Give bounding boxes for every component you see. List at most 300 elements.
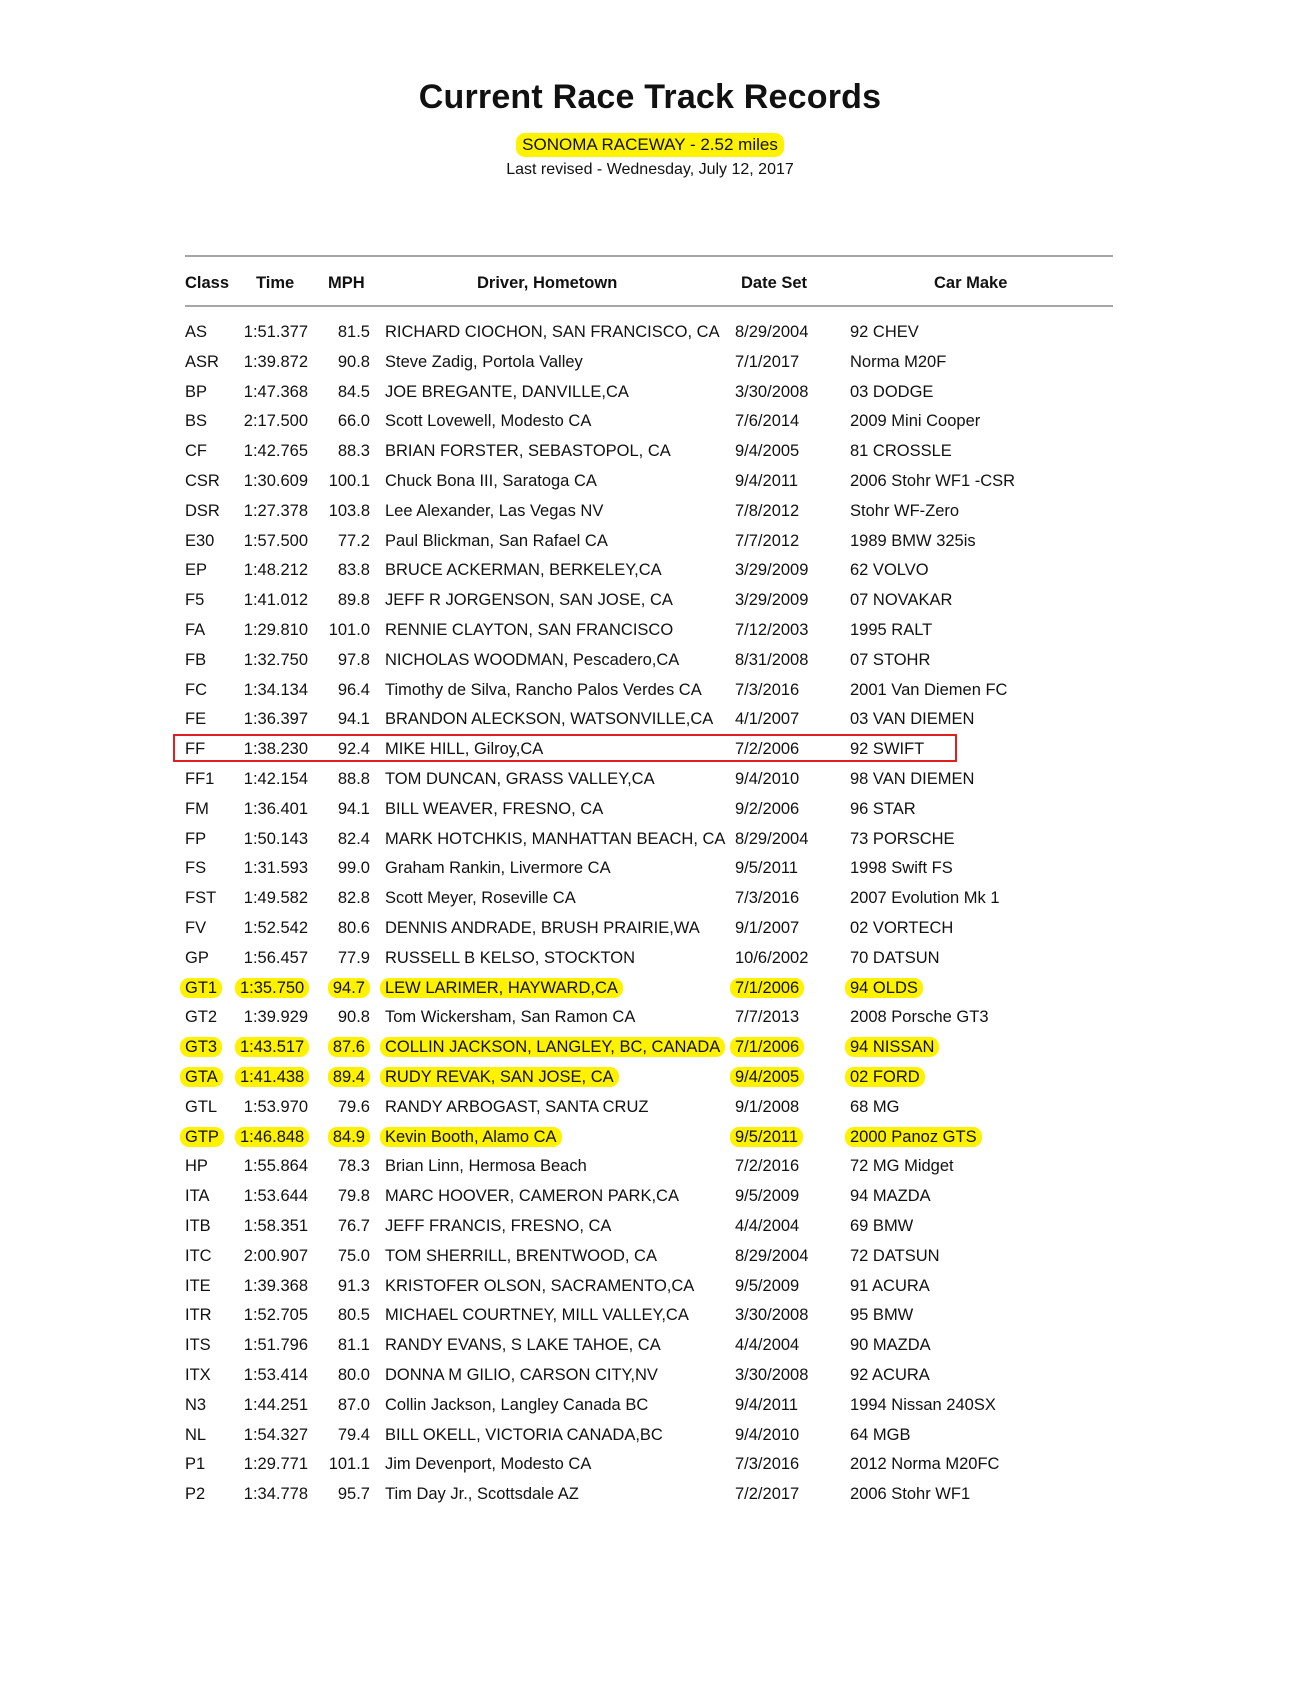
- cell-class-text: ITA: [185, 1187, 210, 1205]
- cell-time: [240, 1304, 308, 1326]
- cell-class-text: BS: [185, 412, 208, 430]
- cell-time: [240, 857, 308, 879]
- cell-date-text: 8/29/2004: [735, 830, 809, 848]
- cell-mph-text: 80.6: [337, 919, 370, 937]
- cell-driver-text: DONNA M GILIO, CARSON CITY,NV: [385, 1366, 658, 1384]
- cell-driver-text: BILL WEAVER, FRESNO, CA: [385, 800, 604, 818]
- cell-time: [240, 1394, 308, 1416]
- cell-class: [185, 1394, 206, 1416]
- cell-class: [185, 1215, 211, 1237]
- cell-class: [185, 559, 207, 581]
- cell-driver-text: BRUCE ACKERMAN, BERKELEY,CA: [385, 561, 662, 579]
- cell-date: [735, 828, 808, 850]
- cell-class: [185, 530, 214, 552]
- cell-car: [850, 1006, 989, 1028]
- cell-class: [185, 649, 206, 671]
- cell-mph-text: 101.0: [328, 621, 370, 639]
- cell-date-text: 7/8/2012: [735, 502, 800, 520]
- cell-class: [185, 1334, 211, 1356]
- cell-class-text: ASR: [185, 353, 219, 371]
- cell-mph: [315, 1424, 370, 1446]
- cell-driver: [385, 321, 720, 343]
- header-time: Time: [256, 274, 295, 292]
- cell-car-text: 1989 BMW 325is: [850, 532, 976, 550]
- cell-mph: [315, 857, 370, 879]
- cell-driver-text: Collin Jackson, Langley Canada BC: [385, 1396, 649, 1414]
- cell-class-text: AS: [185, 323, 208, 341]
- cell-driver-text: RICHARD CIOCHON, SAN FRANCISCO, CA: [385, 323, 720, 341]
- cell-car-text: 70 DATSUN: [850, 949, 940, 967]
- cell-car-text: 62 VOLVO: [850, 561, 929, 579]
- cell-time-text: 1:49.582: [243, 889, 308, 907]
- cell-driver: [385, 828, 725, 850]
- cell-mph-text: 103.8: [328, 502, 370, 520]
- cell-driver: [385, 1334, 661, 1356]
- cell-time: [240, 679, 308, 701]
- cell-driver-text: MICHAEL COURTNEY, MILL VALLEY,CA: [385, 1306, 689, 1324]
- cell-date-text: 7/7/2013: [735, 1008, 800, 1026]
- cell-date-text: 9/4/2010: [735, 1426, 800, 1444]
- cell-date: [735, 977, 804, 999]
- cell-time: [240, 1334, 308, 1356]
- cell-mph-text: 81.5: [337, 323, 370, 341]
- cell-driver: [385, 619, 673, 641]
- cell-driver: [385, 917, 700, 939]
- cell-time-text: 1:47.368: [243, 383, 308, 401]
- cell-car-text: 94 NISSAN: [845, 1037, 939, 1057]
- cell-driver: [385, 589, 673, 611]
- cell-date: [735, 530, 799, 552]
- header-class: Class: [185, 274, 230, 292]
- cell-car: [850, 619, 932, 641]
- cell-class: [185, 381, 207, 403]
- cell-time-text: 1:34.134: [243, 681, 308, 699]
- cell-class: [185, 1126, 224, 1148]
- cell-time: [240, 440, 308, 462]
- cell-driver: [385, 1364, 658, 1386]
- cell-date: [735, 1424, 799, 1446]
- cell-class-text: NL: [185, 1426, 207, 1444]
- cell-date: [735, 1275, 799, 1297]
- cell-time-text: 1:48.212: [243, 561, 308, 579]
- cell-time-text: 1:54.327: [243, 1426, 308, 1444]
- cell-car: [850, 1424, 911, 1446]
- cell-car-text: 2008 Porsche GT3: [850, 1008, 989, 1026]
- cell-mph: [315, 1155, 370, 1177]
- cell-class: [185, 1304, 212, 1326]
- cell-car-text: 96 STAR: [850, 800, 916, 818]
- cell-date: [735, 410, 799, 432]
- cell-driver-text: RUSSELL B KELSO, STOCKTON: [385, 949, 636, 967]
- cell-mph-text: 79.8: [337, 1187, 370, 1205]
- cell-driver: [385, 1215, 611, 1237]
- cell-car: [850, 1066, 925, 1088]
- cell-date: [735, 589, 808, 611]
- cell-time: [240, 381, 308, 403]
- cell-mph: [315, 1006, 370, 1028]
- cell-car-text: 68 MG: [850, 1098, 900, 1116]
- cell-date-text: 7/3/2016: [735, 889, 800, 907]
- cell-time: [240, 351, 308, 373]
- cell-mph: [315, 530, 370, 552]
- cell-class-text: ITR: [185, 1306, 212, 1324]
- cell-class: [185, 351, 219, 373]
- cell-time: [240, 410, 308, 432]
- cell-date: [735, 470, 798, 492]
- cell-time-text: 1:41.012: [243, 591, 308, 609]
- cell-driver: [385, 530, 608, 552]
- cell-date-text: 7/3/2016: [735, 1455, 800, 1473]
- cell-driver-text: RANDY EVANS, S LAKE TAHOE, CA: [385, 1336, 661, 1354]
- cell-car-text: 2000 Panoz GTS: [845, 1127, 982, 1147]
- cell-date-text: 8/31/2008: [735, 651, 809, 669]
- cell-car: [850, 1394, 996, 1416]
- cell-time-text: 1:36.401: [243, 800, 308, 818]
- cell-time-text: 1:51.377: [243, 323, 308, 341]
- cell-mph-text: 66.0: [337, 412, 370, 430]
- cell-car-text: 91 ACURA: [850, 1277, 930, 1295]
- cell-time-text: 2:00.907: [243, 1247, 308, 1265]
- cell-car: [850, 768, 974, 790]
- cell-time: [240, 619, 308, 641]
- cell-class-text: FF: [185, 740, 206, 758]
- cell-mph: [315, 440, 370, 462]
- cell-time: [240, 947, 308, 969]
- cell-driver: [385, 1483, 579, 1505]
- cell-time: [240, 1006, 308, 1028]
- cell-date: [735, 1483, 799, 1505]
- cell-date: [735, 1364, 808, 1386]
- cell-mph: [315, 1364, 370, 1386]
- cell-driver-text: Chuck Bona III, Saratoga CA: [385, 472, 597, 490]
- cell-date-text: 7/6/2014: [735, 412, 800, 430]
- cell-date: [735, 1453, 799, 1475]
- cell-driver: [385, 410, 591, 432]
- header-mph: MPH: [328, 274, 365, 292]
- cell-driver: [385, 649, 679, 671]
- cell-car: [850, 321, 919, 343]
- cell-class: [185, 1155, 208, 1177]
- cell-car: [850, 1304, 913, 1326]
- cell-date: [735, 440, 799, 462]
- cell-car: [850, 1036, 939, 1058]
- cell-date-text: 7/12/2003: [735, 621, 809, 639]
- cell-driver: [385, 1424, 663, 1446]
- cell-driver: [385, 1185, 679, 1207]
- cell-class: [185, 768, 214, 790]
- cell-class-text: DSR: [185, 502, 220, 520]
- cell-mph: [315, 381, 370, 403]
- cell-driver-text: COLLIN JACKSON, LANGLEY, BC, CANADA: [380, 1037, 725, 1057]
- cell-date-text: 10/6/2002: [735, 949, 809, 967]
- cell-car: [850, 470, 1015, 492]
- cell-car-text: 2001 Van Diemen FC: [850, 681, 1008, 699]
- cell-car: [850, 947, 940, 969]
- cell-date-text: 9/4/2005: [730, 1067, 804, 1087]
- cell-mph-text: 84.5: [337, 383, 370, 401]
- cell-driver-text: Tom Wickersham, San Ramon CA: [385, 1008, 636, 1026]
- cell-car-text: 02 VORTECH: [850, 919, 954, 937]
- cell-date: [735, 381, 808, 403]
- cell-mph-text: 94.1: [337, 800, 370, 818]
- cell-mph: [315, 1304, 370, 1326]
- cell-time-text: 1:44.251: [243, 1396, 308, 1414]
- cell-mph-text: 89.4: [328, 1067, 370, 1087]
- cell-time-text: 1:53.970: [243, 1098, 308, 1116]
- cell-mph-text: 81.1: [337, 1336, 370, 1354]
- cell-mph: [315, 828, 370, 850]
- cell-date-text: 9/5/2009: [735, 1277, 800, 1295]
- cell-date-text: 7/3/2016: [735, 681, 800, 699]
- cell-mph-text: 82.8: [337, 889, 370, 907]
- cell-driver: [385, 768, 655, 790]
- cell-date-text: 9/1/2008: [735, 1098, 800, 1116]
- cell-date-text: 9/4/2005: [735, 442, 800, 460]
- cell-car-text: 98 VAN DIEMEN: [850, 770, 975, 788]
- cell-mph: [315, 649, 370, 671]
- cell-time-text: 1:39.872: [243, 353, 308, 371]
- cell-date: [735, 1245, 808, 1267]
- cell-class: [185, 1185, 209, 1207]
- cell-time: [240, 1215, 308, 1237]
- cell-time-text: 1:53.414: [243, 1366, 308, 1384]
- cell-mph-text: 87.6: [328, 1037, 370, 1057]
- cell-date-text: 3/29/2009: [735, 561, 809, 579]
- cell-time-text: 1:42.765: [243, 442, 308, 460]
- cell-mph: [315, 768, 370, 790]
- cell-mph: [315, 1245, 370, 1267]
- cell-car: [850, 887, 1000, 909]
- cell-mph-text: 89.8: [337, 591, 370, 609]
- cell-time: [240, 500, 308, 522]
- cell-class-text: HP: [185, 1157, 208, 1175]
- cell-date-text: 7/2/2006: [735, 740, 800, 758]
- cell-time-text: 1:56.457: [243, 949, 308, 967]
- cell-date: [735, 947, 808, 969]
- cell-class: [185, 887, 216, 909]
- cell-class-text: P1: [185, 1455, 206, 1473]
- cell-driver: [385, 1126, 562, 1148]
- cell-driver-text: Lee Alexander, Las Vegas NV: [385, 502, 604, 520]
- cell-mph: [315, 619, 370, 641]
- cell-class: [185, 1066, 223, 1088]
- cell-car: [850, 1096, 900, 1118]
- cell-time-text: 1:39.368: [243, 1277, 308, 1295]
- cell-mph: [315, 1334, 370, 1356]
- cell-mph: [315, 1126, 370, 1148]
- cell-car: [850, 977, 923, 999]
- cell-car: [850, 828, 955, 850]
- cell-car: [850, 1155, 954, 1177]
- cell-car-text: 2007 Evolution Mk 1: [850, 889, 1000, 907]
- cell-time: [240, 977, 308, 999]
- cell-class: [185, 1424, 206, 1446]
- cell-date: [735, 708, 799, 730]
- cell-driver: [385, 1245, 657, 1267]
- cell-date: [735, 1215, 799, 1237]
- cell-class: [185, 1275, 211, 1297]
- cell-date-text: 9/1/2007: [735, 919, 800, 937]
- cell-class-text: FST: [185, 889, 217, 907]
- track-name: SONOMA RACEWAY - 2.52 miles: [516, 133, 784, 157]
- cell-mph: [315, 1215, 370, 1237]
- cell-car-text: 92 CHEV: [850, 323, 919, 341]
- cell-car-text: 72 MG Midget: [850, 1157, 954, 1175]
- cell-class-text: N3: [185, 1396, 207, 1414]
- cell-time-text: 1:41.438: [235, 1067, 309, 1087]
- cell-driver: [385, 798, 603, 820]
- cell-mph-text: 99.0: [337, 859, 370, 877]
- cell-driver-text: RENNIE CLAYTON, SAN FRANCISCO: [385, 621, 674, 639]
- cell-car-text: 2006 Stohr WF1 -CSR: [850, 472, 1016, 490]
- cell-car-text: 1998 Swift FS: [850, 859, 953, 877]
- header-car: Car Make: [934, 274, 1008, 292]
- cell-date: [735, 500, 799, 522]
- cell-class-text: GT2: [185, 1008, 218, 1026]
- cell-driver: [385, 1036, 725, 1058]
- cell-driver-text: Scott Lovewell, Modesto CA: [385, 412, 592, 430]
- cell-mph-text: 75.0: [337, 1247, 370, 1265]
- cell-class-text: E30: [185, 532, 215, 550]
- cell-mph: [315, 1453, 370, 1475]
- cell-class-text: CSR: [185, 472, 220, 490]
- cell-mph-text: 90.8: [337, 353, 370, 371]
- cell-driver: [385, 1275, 694, 1297]
- cell-driver-text: Steve Zadig, Portola Valley: [385, 353, 583, 371]
- cell-time: [240, 530, 308, 552]
- cell-mph: [315, 1066, 370, 1088]
- cell-date-text: 7/2/2017: [735, 1485, 800, 1503]
- cell-class-text: ITE: [185, 1277, 211, 1295]
- cell-mph: [315, 917, 370, 939]
- cell-car: [850, 1334, 931, 1356]
- cell-mph: [315, 977, 370, 999]
- cell-date: [735, 857, 798, 879]
- cell-time: [240, 1453, 308, 1475]
- cell-time-text: 1:27.378: [243, 502, 308, 520]
- cell-driver-text: TOM DUNCAN, GRASS VALLEY,CA: [385, 770, 655, 788]
- highlight-box: [173, 734, 957, 762]
- cell-car-text: 90 MAZDA: [850, 1336, 931, 1354]
- cell-mph-text: 90.8: [337, 1008, 370, 1026]
- cell-mph: [315, 410, 370, 432]
- cell-class-text: ITB: [185, 1217, 211, 1235]
- cell-date-text: 9/2/2006: [735, 800, 800, 818]
- cell-car: [850, 559, 929, 581]
- cell-date: [735, 559, 808, 581]
- cell-time-text: 1:51.796: [243, 1336, 308, 1354]
- cell-time-text: 1:36.397: [243, 710, 308, 728]
- cell-date: [735, 768, 799, 790]
- cell-driver-text: DENNIS ANDRADE, BRUSH PRAIRIE,WA: [385, 919, 700, 937]
- cell-class: [185, 708, 206, 730]
- cell-mph: [315, 470, 370, 492]
- cell-class-text: FF1: [185, 770, 215, 788]
- cell-mph-text: 79.4: [337, 1426, 370, 1444]
- cell-class: [185, 500, 220, 522]
- cell-time-text: 1:31.593: [243, 859, 308, 877]
- cell-mph: [315, 887, 370, 909]
- cell-time: [240, 1424, 308, 1446]
- cell-date-text: 8/29/2004: [735, 1247, 809, 1265]
- cell-time: [240, 470, 308, 492]
- cell-driver: [385, 381, 629, 403]
- cell-mph: [315, 947, 370, 969]
- cell-time: [240, 1185, 308, 1207]
- cell-mph-text: 91.3: [337, 1277, 370, 1295]
- cell-date: [735, 1334, 799, 1356]
- cell-date: [735, 1036, 804, 1058]
- cell-car: [850, 500, 959, 522]
- cell-time-text: 1:50.143: [243, 830, 308, 848]
- cell-car: [850, 857, 953, 879]
- cell-car-text: 69 BMW: [850, 1217, 914, 1235]
- cell-car: [850, 589, 952, 611]
- cell-class: [185, 410, 207, 432]
- cell-time-text: 1:52.705: [243, 1306, 308, 1324]
- cell-mph-text: 100.1: [328, 472, 370, 490]
- cell-car: [850, 351, 946, 373]
- cell-time-text: 1:46.848: [235, 1127, 309, 1147]
- cell-class-text: ITC: [185, 1247, 212, 1265]
- cell-time-text: 1:29.771: [243, 1455, 308, 1473]
- cell-mph-text: 80.5: [337, 1306, 370, 1324]
- cell-mph-text: 88.3: [337, 442, 370, 460]
- cell-driver-text: Kevin Booth, Alamo CA: [380, 1127, 562, 1147]
- cell-driver-text: Jim Devenport, Modesto CA: [385, 1455, 592, 1473]
- cell-date-text: 9/4/2010: [735, 770, 800, 788]
- cell-driver-text: Brian Linn, Hermosa Beach: [385, 1157, 587, 1175]
- cell-date-text: 4/4/2004: [735, 1336, 800, 1354]
- cell-driver: [385, 947, 635, 969]
- header-date: Date Set: [741, 274, 808, 292]
- cell-date: [735, 1155, 799, 1177]
- cell-mph: [315, 798, 370, 820]
- table-top-rule: [185, 255, 1113, 257]
- cell-class-text: FS: [185, 859, 207, 877]
- cell-mph: [315, 500, 370, 522]
- cell-driver-text: BRIAN FORSTER, SEBASTOPOL, CA: [385, 442, 671, 460]
- cell-car: [850, 1215, 913, 1237]
- cell-car: [850, 708, 974, 730]
- cell-driver: [385, 351, 583, 373]
- cell-date: [735, 1066, 804, 1088]
- cell-time-text: 1:34.778: [243, 1485, 308, 1503]
- cell-class-text: GTA: [180, 1067, 223, 1087]
- cell-car: [850, 1364, 930, 1386]
- cell-class: [185, 589, 204, 611]
- cell-car: [850, 440, 952, 462]
- cell-class: [185, 1006, 217, 1028]
- cell-date: [735, 1006, 799, 1028]
- cell-class-text: GT1: [180, 978, 222, 998]
- cell-car: [850, 1245, 940, 1267]
- cell-driver: [385, 679, 702, 701]
- cell-driver-text: KRISTOFER OLSON, SACRAMENTO,CA: [385, 1277, 695, 1295]
- cell-date-text: 9/5/2011: [730, 1127, 803, 1147]
- cell-class: [185, 619, 205, 641]
- cell-class: [185, 679, 207, 701]
- cell-car-text: 64 MGB: [850, 1426, 911, 1444]
- revised-date: Last revised - Wednesday, July 12, 2017: [506, 161, 794, 178]
- cell-date: [735, 1185, 799, 1207]
- cell-class: [185, 917, 206, 939]
- cell-car: [850, 381, 933, 403]
- cell-class-text: GP: [185, 949, 209, 967]
- cell-driver-text: MIKE HILL, Gilroy,CA: [385, 740, 544, 758]
- cell-time: [240, 1155, 308, 1177]
- cell-date-text: 4/4/2004: [735, 1217, 800, 1235]
